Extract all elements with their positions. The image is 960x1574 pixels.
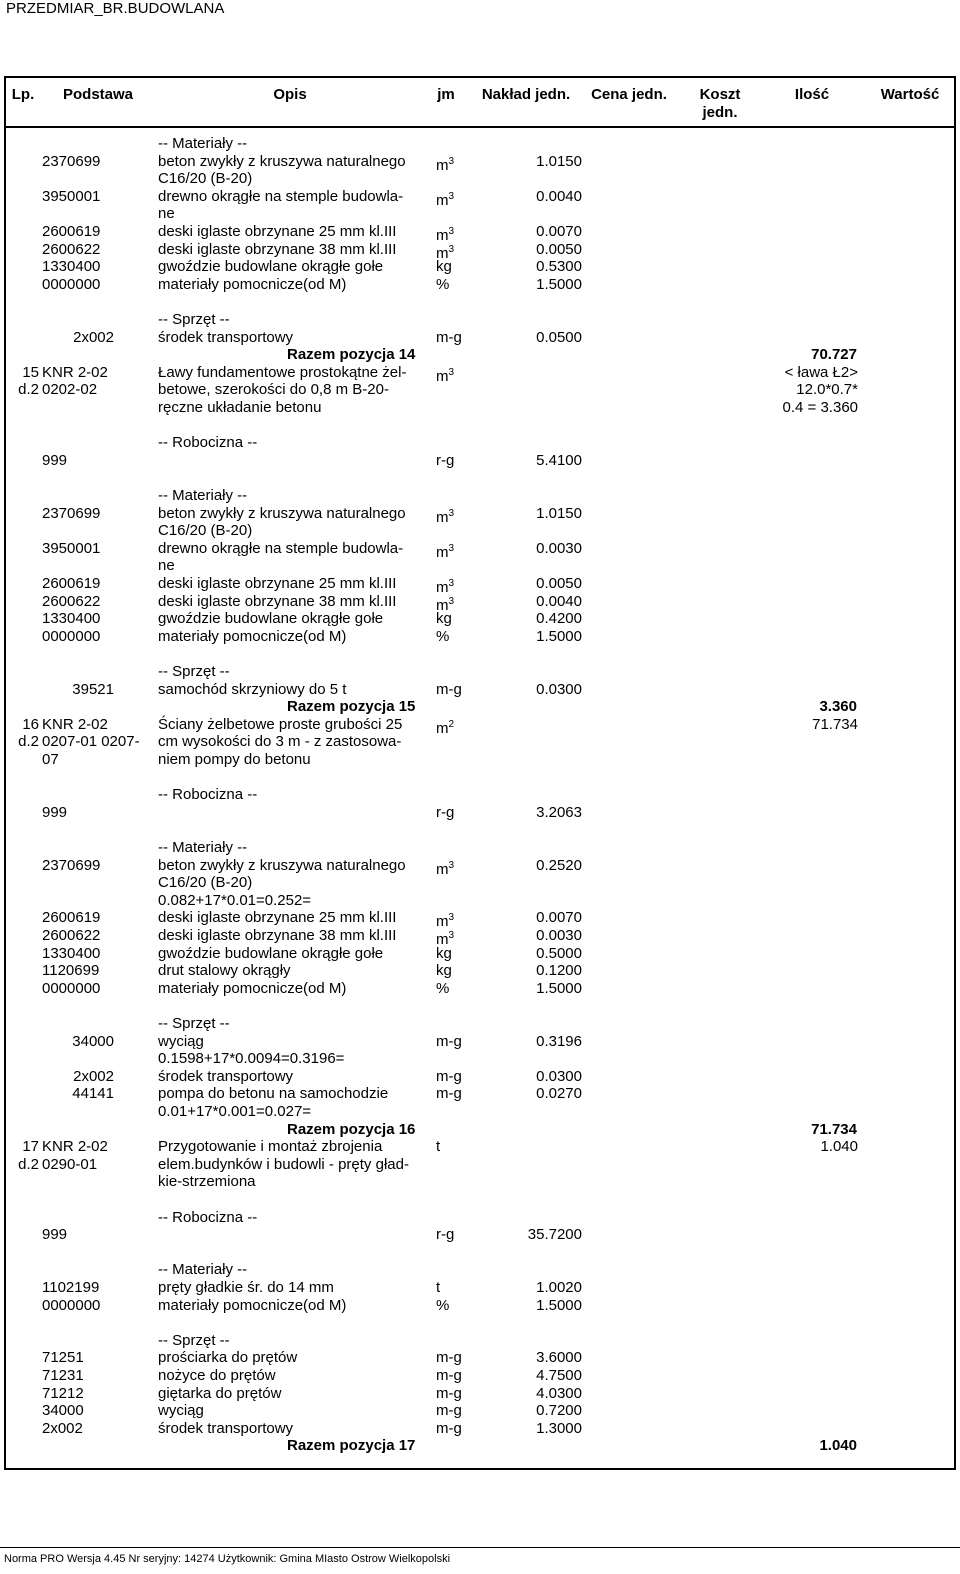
resource-code: 2600622 (42, 592, 101, 610)
basis-code: 0202-02 (42, 381, 98, 399)
resource-row (0, 804, 960, 822)
unit-input: 0.0300 (536, 680, 582, 698)
total-value: 3.360 (819, 698, 857, 716)
unit-input: 0.0070 (536, 909, 582, 927)
continuation-row (0, 170, 960, 188)
description-text: C16/20 (B-20) (158, 170, 253, 188)
total-label: Razem pozycja 14 (287, 346, 416, 364)
resource-row (0, 628, 960, 646)
unit: m-g (436, 328, 462, 346)
resource-row (0, 1385, 960, 1403)
total-label: Razem pozycja 16 (287, 1120, 416, 1138)
continuation-row (0, 522, 960, 540)
unit-input: 0.0030 (536, 539, 582, 557)
description-text: C16/20 (B-20) (158, 522, 253, 540)
resource-description: gwoździe budowlane okrągłe gołe (158, 258, 384, 276)
position-description: niem pompy do betonu (158, 751, 311, 768)
unit-input: 1.5000 (536, 979, 582, 997)
position-row (0, 715, 960, 737)
resource-row (0, 1085, 960, 1103)
resource-code: 2600622 (42, 927, 101, 944)
resource-code: 2600619 (42, 223, 101, 240)
spacer-row (0, 645, 960, 663)
resource-code: 71212 (42, 1384, 84, 1402)
quantity: 0.4 = 3.360 (782, 399, 858, 416)
resource-code: 2x002 (42, 1419, 83, 1437)
unit: $m^3$ (436, 595, 455, 614)
resource-row (0, 927, 960, 948)
section-header-row (0, 135, 960, 153)
unit-input: 1.0150 (536, 504, 582, 522)
unit: kg (436, 610, 452, 628)
resource-row (0, 1349, 960, 1367)
position-total-row (0, 346, 960, 364)
resource-code: 2370699 (42, 856, 101, 874)
resource-description: deski iglaste obrzynane 38 mm kl.III (158, 240, 397, 258)
resource-code: 2370699 (42, 152, 101, 170)
description-text: 0.01+17*0.001=0.027= (158, 1103, 312, 1120)
resource-code: 44141 (72, 1085, 114, 1103)
quantity: 71.734 (812, 715, 858, 733)
unit-input: 3.2063 (536, 803, 582, 821)
resource-description: samochód skrzyniowy do 5 t (158, 680, 347, 698)
unit-input: 0.0040 (536, 187, 582, 205)
section-header-row (0, 663, 960, 681)
description-text: 0.082+17*0.01=0.252= (158, 891, 312, 909)
unit: m-g (436, 1367, 462, 1384)
resource-code: 2x002 (73, 328, 114, 346)
section-header-row (0, 1332, 960, 1350)
resource-description: nożyce do prętów (158, 1367, 276, 1384)
unit: t (436, 1138, 441, 1156)
continuation-row (0, 892, 960, 910)
position-row (0, 1138, 960, 1156)
position-row (0, 751, 960, 769)
resource-code: 2370699 (42, 504, 101, 522)
position-row (0, 1156, 960, 1174)
unit-input: 1.5000 (536, 1296, 582, 1314)
resource-row (0, 276, 960, 294)
resource-row (0, 592, 960, 614)
total-value: 1.040 (819, 1437, 857, 1455)
spacer-row (0, 997, 960, 1015)
unit: $m^3$ (436, 226, 455, 244)
unit-input: 0.0070 (536, 223, 582, 240)
resource-description: materiały pomocnicze(od M) (158, 979, 347, 997)
resource-code: 999 (42, 803, 68, 821)
total-label: Razem pozycja 17 (287, 1437, 416, 1455)
basis-code: 0207-01 0207- (42, 733, 140, 751)
unit-input: 0.0040 (536, 592, 582, 610)
resource-row (0, 575, 960, 596)
col-header-naklad: Nakład jedn. (481, 86, 571, 103)
resource-code: 34000 (72, 1032, 114, 1050)
unit-input: 35.7200 (527, 1226, 582, 1244)
footer-divider (0, 1547, 960, 1548)
unit: r-g (436, 803, 455, 821)
resource-description: materiały pomocnicze(od M) (158, 1296, 347, 1314)
unit: $m^3$ (436, 859, 455, 878)
resource-description: beton zwykły z kruszywa naturalnego (158, 856, 406, 874)
resource-description: materiały pomocnicze(od M) (158, 627, 347, 645)
resource-code: 2600619 (42, 575, 101, 592)
section-header-row (0, 1261, 960, 1279)
document-title: PRZEDMIAR_BR.BUDOWLANA (6, 0, 225, 17)
resource-description: środek transportowy (158, 1419, 294, 1437)
resource-description: gwoździe budowlane okrągłe gołe (158, 944, 384, 962)
unit: m-g (436, 1419, 462, 1437)
basis-code: KNR 2-02 (42, 363, 108, 381)
resource-row (0, 610, 960, 628)
section-header-row (0, 839, 960, 857)
section-header-row (0, 487, 960, 505)
resource-description: deski iglaste obrzynane 38 mm kl.III (158, 592, 397, 610)
unit: kg (436, 258, 452, 276)
total-label: Razem pozycja 15 (287, 698, 416, 716)
unit: m-g (436, 1085, 462, 1103)
position-row (0, 733, 960, 751)
continuation-row (0, 1050, 960, 1068)
resource-code: 2x002 (73, 1067, 114, 1085)
unit-input: 4.0300 (536, 1384, 582, 1402)
unit: $m^3$ (436, 155, 455, 174)
resource-description: deski iglaste obrzynane 25 mm kl.III (158, 223, 397, 240)
unit-input: 1.5000 (536, 275, 582, 293)
resource-description: materiały pomocnicze(od M) (158, 275, 347, 293)
continuation-row (0, 874, 960, 892)
position-number: 17 (22, 1138, 39, 1156)
resource-description: środek transportowy (158, 1067, 294, 1085)
resource-code: 71231 (42, 1367, 84, 1384)
unit: $m^2$ (436, 718, 455, 737)
resource-row (0, 1033, 960, 1051)
position-row (0, 399, 960, 417)
position-description: elem.budynków i budowli - pręty gład- (158, 1155, 409, 1173)
resource-description: drut stalowy okrągły (158, 962, 291, 980)
resource-row (0, 1402, 960, 1420)
col-header-koszt-label: Koszt jedn. (699, 86, 741, 121)
resource-code: 0000000 (42, 627, 101, 645)
continuation-row (0, 1103, 960, 1121)
unit: kg (436, 962, 452, 980)
section-header-row (0, 311, 960, 329)
quantity: < ława Ł2> (784, 363, 858, 381)
unit: m-g (436, 1349, 462, 1367)
resource-row (0, 1068, 960, 1086)
section-header-row (0, 1209, 960, 1227)
basis-code: 07 (42, 751, 59, 768)
resource-description: beton zwykły z kruszywa naturalnego (158, 152, 406, 170)
spacer-row (0, 469, 960, 487)
unit-input: 0.5000 (536, 944, 582, 962)
resource-row (0, 329, 960, 347)
resource-code: 0000000 (42, 275, 101, 293)
position-description: ręczne układanie betonu (158, 399, 322, 416)
resource-row (0, 240, 960, 262)
resource-description: deski iglaste obrzynane 25 mm kl.III (158, 575, 397, 592)
resource-row (0, 1420, 960, 1438)
unit: % (436, 1296, 450, 1314)
unit: $m^3$ (436, 366, 455, 385)
section-label: -- Materiały -- (158, 839, 248, 856)
resource-description: środek transportowy (158, 328, 294, 346)
unit-input: 1.5000 (536, 627, 582, 645)
section-header-row (0, 434, 960, 452)
resource-row (0, 187, 960, 209)
description-text: ne (158, 557, 175, 575)
position-row (0, 363, 960, 385)
unit: m-g (436, 1402, 462, 1420)
resource-code: 1330400 (42, 610, 101, 628)
continuation-row (0, 205, 960, 223)
unit-input: 0.0300 (536, 1067, 582, 1085)
position-number: d.2 (18, 381, 39, 399)
unit-input: 3.6000 (536, 1349, 582, 1367)
unit: % (436, 627, 450, 645)
resource-description: pręty gładkie śr. do 14 mm (158, 1279, 334, 1296)
section-header-row (0, 786, 960, 804)
unit: $m^3$ (436, 578, 455, 596)
col-header-podstawa: Podstawa (62, 86, 134, 103)
section-label: -- Sprzęt -- (158, 1015, 230, 1032)
resource-code: 999 (42, 451, 68, 469)
resource-row (0, 152, 960, 174)
unit: % (436, 275, 450, 293)
col-header-jm: jm (437, 86, 455, 103)
resource-description: deski iglaste obrzynane 25 mm kl.III (158, 909, 397, 927)
section-header-row (0, 1015, 960, 1033)
unit: $m^3$ (436, 542, 455, 561)
resource-row (0, 681, 960, 699)
resource-row (0, 1279, 960, 1297)
resource-code: 1330400 (42, 944, 101, 962)
unit: t (436, 1279, 441, 1296)
unit-input: 0.3196 (536, 1032, 582, 1050)
resource-row (0, 945, 960, 963)
unit: m-g (436, 1067, 462, 1085)
resource-description: deski iglaste obrzynane 38 mm kl.III (158, 927, 397, 944)
col-header-wartosc: Wartość (880, 86, 940, 103)
basis-code: KNR 2-02 (42, 1138, 108, 1156)
resource-code: 2600619 (42, 909, 101, 927)
unit: $m^3$ (436, 930, 455, 948)
header-divider (4, 126, 956, 128)
spacer-row (0, 1244, 960, 1262)
resource-row (0, 223, 960, 244)
unit-input: 0.5300 (536, 258, 582, 276)
position-description: betowe, szerokości do 0,8 m B-20- (158, 381, 389, 399)
resource-description: pompa do betonu na samochodzie (158, 1085, 389, 1103)
position-description: Ściany żelbetowe proste grubości 25 (158, 715, 403, 733)
resource-code: 3950001 (42, 187, 101, 205)
unit: % (436, 979, 450, 997)
unit-input: 0.0030 (536, 927, 582, 944)
resource-description: drewno okrągłe na stemple budowla- (158, 187, 404, 205)
resource-row (0, 1226, 960, 1244)
position-number: d.2 (18, 733, 39, 751)
section-label: -- Materiały -- (158, 135, 248, 152)
spacer-row (0, 1191, 960, 1209)
total-value: 70.727 (811, 346, 857, 364)
resource-description: prościarka do prętów (158, 1349, 298, 1367)
spacer-row (0, 1314, 960, 1332)
resource-description: giętarka do prętów (158, 1384, 282, 1402)
section-label: -- Robocizna -- (158, 786, 258, 804)
unit-input: 0.0500 (536, 328, 582, 346)
position-description: cm wysokości do 3 m - z zastosowa- (158, 733, 402, 751)
resource-code: 1102199 (42, 1279, 100, 1296)
total-value: 71.734 (811, 1120, 857, 1138)
position-description: kie-strzemiona (158, 1173, 256, 1191)
position-description: Ławy fundamentowe prostokątne żel- (158, 363, 407, 381)
unit: m-g (436, 680, 462, 698)
unit-input: 0.0050 (536, 575, 582, 592)
resource-code: 3950001 (42, 539, 101, 557)
unit-input: 0.0270 (536, 1085, 582, 1103)
col-header-opis: Opis (273, 86, 307, 103)
position-row (0, 1173, 960, 1191)
resource-row (0, 1297, 960, 1315)
spacer-row (0, 821, 960, 839)
resource-code: 1330400 (42, 258, 101, 276)
resource-description: drewno okrągłe na stemple budowla- (158, 539, 404, 557)
resource-row (0, 980, 960, 998)
position-row (0, 381, 960, 399)
unit: r-g (436, 1226, 455, 1244)
continuation-row (0, 557, 960, 575)
unit: $m^3$ (436, 190, 455, 209)
resource-code: 999 (42, 1226, 68, 1244)
unit: m-g (436, 1032, 462, 1050)
unit-input: 1.3000 (536, 1419, 582, 1437)
resource-code: 34000 (42, 1402, 84, 1420)
section-label: -- Materiały -- (158, 487, 248, 504)
section-label: -- Sprzęt -- (158, 1331, 230, 1349)
unit-input: 0.7200 (536, 1402, 582, 1420)
position-total-row (0, 1437, 960, 1455)
col-header-koszt (684, 86, 756, 122)
unit-input: 5.4100 (536, 451, 582, 469)
position-total-row (0, 1121, 960, 1139)
unit: kg (436, 944, 452, 962)
section-label: -- Materiały -- (158, 1261, 248, 1279)
resource-row (0, 258, 960, 276)
position-number: d.2 (18, 1155, 39, 1173)
unit-input: 0.2520 (536, 856, 582, 874)
description-text: ne (158, 205, 175, 223)
quantity: 1.040 (820, 1138, 858, 1156)
footer-text: Norma PRO Wersja 4.45 Nr seryjny: 14274 Użytkownik: Gmina MIasto Ostrow Wielkopolski (4, 1553, 451, 1565)
resource-row (0, 909, 960, 931)
unit: r-g (436, 451, 455, 469)
spacer-row (0, 293, 960, 311)
section-label: -- Robocizna -- (158, 1208, 258, 1226)
col-header-ilosc: Ilość (794, 86, 830, 103)
unit-input: 0.4200 (536, 610, 582, 628)
resource-description: wyciąg (158, 1402, 204, 1420)
spacer-row (0, 417, 960, 435)
col-header-lp: Lp. (11, 86, 35, 103)
resource-code: 0000000 (42, 979, 101, 997)
section-label: -- Sprzęt -- (158, 311, 230, 328)
resource-row (0, 452, 960, 470)
basis-code: KNR 2-02 (42, 715, 108, 733)
resource-row (0, 504, 960, 526)
section-label: -- Robocizna -- (158, 434, 258, 452)
col-header-cena: Cena jedn. (591, 86, 667, 103)
resource-row (0, 539, 960, 561)
resource-code: 2600622 (42, 240, 101, 258)
resource-description: beton zwykły z kruszywa naturalnego (158, 504, 406, 522)
position-description: Przygotowanie i montaż zbrojenia (158, 1138, 383, 1156)
position-number: 15 (22, 363, 39, 381)
unit: $m^3$ (436, 912, 455, 931)
unit: $m^3$ (436, 507, 455, 526)
basis-code: 0290-01 (42, 1155, 98, 1173)
resource-code: 0000000 (42, 1296, 101, 1314)
resource-row (0, 1367, 960, 1385)
description-text: C16/20 (B-20) (158, 874, 253, 892)
unit-input: 4.7500 (536, 1367, 582, 1384)
resource-code: 1120699 (42, 962, 100, 980)
position-total-row (0, 698, 960, 716)
position-number: 16 (22, 715, 39, 733)
quantity: 12.0*0.7* (796, 381, 858, 399)
spacer-row (0, 769, 960, 787)
resource-row (0, 856, 960, 878)
resource-row (0, 962, 960, 980)
unit-input: 1.0150 (536, 152, 582, 170)
resource-code: 71251 (42, 1349, 84, 1367)
section-label: -- Sprzęt -- (158, 663, 230, 680)
unit: $m^3$ (436, 243, 455, 262)
description-text: 0.1598+17*0.0094=0.3196= (158, 1050, 345, 1068)
resource-description: gwoździe budowlane okrągłe gołe (158, 610, 384, 628)
unit-input: 1.0020 (536, 1279, 582, 1296)
unit: m-g (436, 1384, 462, 1402)
unit-input: 0.1200 (536, 962, 582, 980)
resource-description: wyciąg (158, 1032, 204, 1050)
resource-code: 39521 (72, 680, 114, 698)
unit-input: 0.0050 (536, 240, 582, 258)
